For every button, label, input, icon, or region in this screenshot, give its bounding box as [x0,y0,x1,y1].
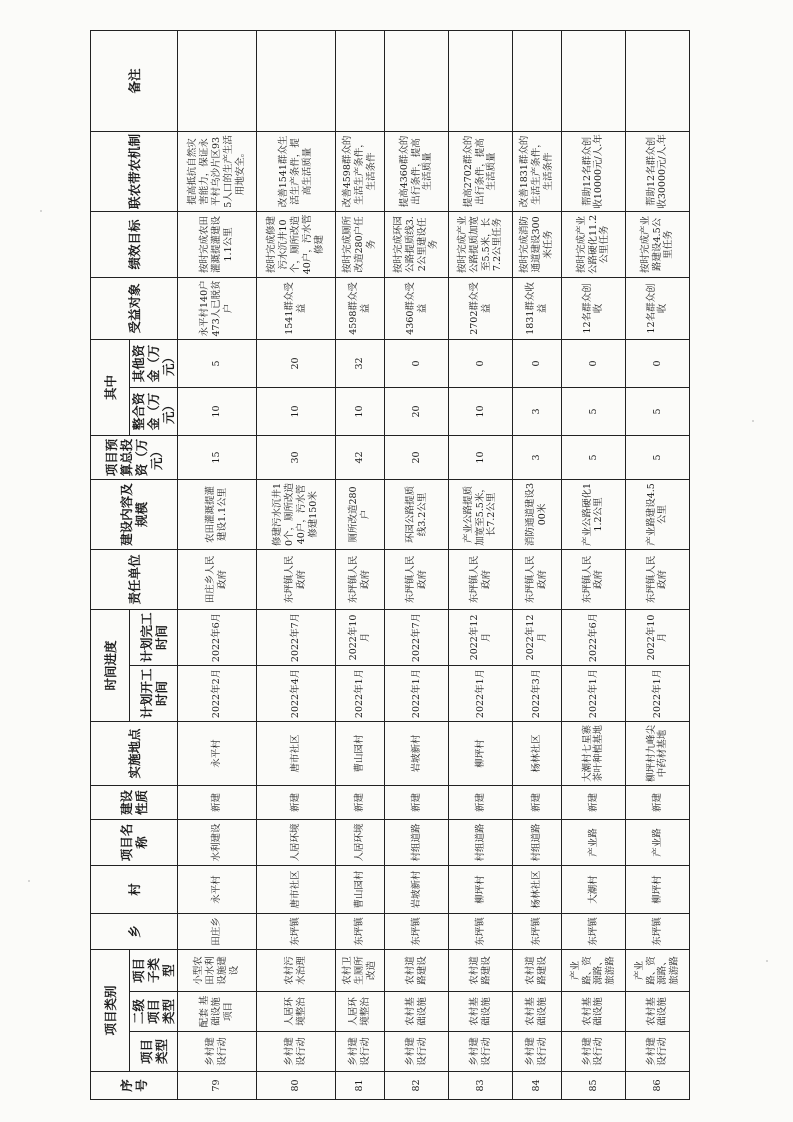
row-level2-type: 农村基础设施 [561,992,625,1032]
row-village: 永平村 [178,865,257,913]
header-location: 实施地点 [91,721,178,785]
header-other-funds: 其他资金（万元） [130,339,178,387]
row-performance: 按时完成产业公路硬化11.2公里任务 [561,211,625,277]
row-index: 84 [513,1072,562,1100]
row-responsible: 东坪镇人民政府 [336,549,385,609]
row-content: 产业公路硬化11.2公里 [561,479,625,549]
row-index: 83 [449,1072,513,1100]
table-row [257,30,336,1099]
row-index: 80 [257,1072,336,1100]
row-other-funds: 0 [449,339,513,387]
row-finish-date: 2022年10月 [336,609,385,665]
row-finish-date: 2022年6月 [178,609,257,665]
row-start-date: 2022年1月 [336,665,385,721]
row-project-type: 乡村建设行动 [178,1032,257,1072]
row-integrated-funds: 5 [561,387,625,435]
row-integrated-funds: 10 [449,387,513,435]
row-start-date: 2022年3月 [513,665,562,721]
row-other-funds: 5 [178,339,257,387]
row-start-date: 2022年1月 [385,665,449,721]
row-linkage: 改善1541群众生活生产条件，提高生活质量 [257,131,336,211]
row-finish-date: 2022年7月 [257,609,336,665]
row-responsible: 东坪镇人民政府 [449,549,513,609]
row-project-name: 村组道路 [449,819,513,865]
row-finish-date: 2022年10月 [625,609,689,665]
row-index: 79 [178,1072,257,1100]
row-subtype: 产业路、资源路、旅游路 [625,949,689,991]
row-remark [513,30,562,131]
row-other-funds: 0 [561,339,625,387]
header-beneficiary: 受益对象 [91,277,178,339]
table-row [336,30,385,1099]
row-content: 产业公路提质加宽至5.5米，长7.2公里 [449,479,513,549]
row-subtype: 农村道路建设 [513,949,562,991]
row-performance: 按时完成环园公路提质线3.2公里建设任务 [385,211,449,277]
row-township: 田庄乡 [178,913,257,949]
rotated-table-wrapper [90,35,690,1100]
row-content: 消防通道建设300米 [513,479,562,549]
row-remark [449,30,513,131]
row-project-name: 人居环境 [257,819,336,865]
row-township: 东坪镇 [625,913,689,949]
row-project-type: 乡村建设行动 [257,1032,336,1072]
row-build-nature: 新建 [257,785,336,819]
row-content: 厕所改造280户 [336,479,385,549]
row-beneficiary: 1541群众受益 [257,277,336,339]
row-integrated-funds: 3 [513,387,562,435]
row-build-nature: 新建 [449,785,513,819]
row-location: 岩坡新村 [385,721,449,785]
row-remark [178,30,257,131]
row-other-funds: 0 [385,339,449,387]
row-project-name: 产业路 [561,819,625,865]
row-township: 东坪镇 [336,913,385,949]
row-responsible: 东坪镇人民政府 [625,549,689,609]
row-remark [257,30,336,131]
row-beneficiary: 2702群众受益 [449,277,513,339]
row-content: 产业路建设4.5公里 [625,479,689,549]
header-project-name: 项目名称 [91,819,178,865]
row-finish-date: 2022年6月 [561,609,625,665]
row-level2-type: 农村基础设施 [385,992,449,1032]
row-project-name: 村组道路 [385,819,449,865]
row-beneficiary: 12名群众创收 [561,277,625,339]
row-location: 唐市社区 [257,721,336,785]
row-total-investment: 5 [561,435,625,479]
row-linkage: 帮助12名群众创收30000元/人.年 [625,131,689,211]
row-location: 柳坪村 [449,721,513,785]
row-project-name: 人居环境 [336,819,385,865]
row-project-name: 村组道路 [513,819,562,865]
row-remark [625,30,689,131]
row-township: 东坪镇 [561,913,625,949]
row-performance: 按时完成厕所改造280户任务 [336,211,385,277]
row-integrated-funds: 20 [385,387,449,435]
row-beneficiary: 4360群众受益 [385,277,449,339]
header-project-category: 项目类别 [91,949,130,1071]
row-village: 大潮村 [561,865,625,913]
row-total-investment: 3 [513,435,562,479]
row-location: 杨林社区 [513,721,562,785]
row-build-nature: 新建 [178,785,257,819]
row-project-name: 水利建设 [178,819,257,865]
row-village: 岩坡新村 [385,865,449,913]
row-integrated-funds: 10 [178,387,257,435]
row-village: 唐市社区 [257,865,336,913]
row-build-nature: 新建 [336,785,385,819]
row-start-date: 2022年4月 [257,665,336,721]
row-village: 柳坪村 [449,865,513,913]
table-row [178,30,257,1099]
header-linkage: 联农带农机制 [91,131,178,211]
row-finish-date: 2022年12月 [449,609,513,665]
row-subtype: 农村道路建设 [385,949,449,991]
row-performance: 按时完成修建污水沉井10个，厕所改造40户，污水管修建 [257,211,336,277]
row-level2-type: 农村基础设施 [513,992,562,1032]
row-location: 大潮村七星寨茶叶种植基地 [561,721,625,785]
row-location: 曹山园村 [336,721,385,785]
row-township: 东坪镇 [385,913,449,949]
row-project-type: 乡村建设行动 [385,1032,449,1072]
row-linkage: 改善1831群众的生活生产条件，生活条件 [513,131,562,211]
row-remark [336,30,385,131]
header-schedule: 时间进度 [91,609,130,721]
header-performance: 绩效目标 [91,211,178,277]
row-beneficiary: 12名群众创收 [625,277,689,339]
row-project-type: 乡村建设行动 [513,1032,562,1072]
table-body [178,30,690,1099]
header-start: 计划开工时间 [130,665,178,721]
row-responsible: 东坪镇人民政府 [561,549,625,609]
row-start-date: 2022年1月 [449,665,513,721]
row-performance: 按时完成农田灌溉提灌建设1.1公里 [178,211,257,277]
table-row [449,30,513,1099]
header-build-nature: 建设性质 [91,785,178,819]
table-row [385,30,449,1099]
row-content: 修建污水沉井10个，厕所改造40户，污水管修建150米 [257,479,336,549]
header-total-investment: 项目预算总投资（万元） [91,435,178,479]
row-level2-type: 配套 基础设施 项目 [178,992,257,1032]
row-other-funds: 32 [336,339,385,387]
header-category-type: 项目类型 [130,1032,178,1072]
row-location: 柳坪村九峰尖中药材基地 [625,721,689,785]
header-among: 其中 [91,339,130,435]
row-level2-type: 人居环境整治 [336,992,385,1032]
row-performance: 按时完成产业公路提质加宽至5.5米，长7.2公里任务 [449,211,513,277]
row-start-date: 2022年2月 [178,665,257,721]
row-responsible: 田庄乡人民政府 [178,549,257,609]
row-start-date: 2022年1月 [561,665,625,721]
table-row [513,30,562,1099]
header-subtype: 项目子类型 [130,949,178,991]
row-linkage: 提高4360群众的出行条件，提高生活质量 [385,131,449,211]
row-finish-date: 2022年12月 [513,609,562,665]
row-project-type: 乡村建设行动 [336,1032,385,1072]
row-finish-date: 2022年7月 [385,609,449,665]
row-total-investment: 20 [385,435,449,479]
row-responsible: 东坪镇人民政府 [513,549,562,609]
row-project-type: 乡村建设行动 [561,1032,625,1072]
row-other-funds: 20 [257,339,336,387]
row-subtype: 小型农田水利设施建设 [178,949,257,991]
row-beneficiary: 永平村140户473人已脱贫户 [178,277,257,339]
row-content: 环园公路提质线3.2公里 [385,479,449,549]
row-township: 东坪镇 [257,913,336,949]
header-responsible: 责任单位 [91,549,178,609]
row-responsible: 东坪镇人民政府 [257,549,336,609]
row-build-nature: 新建 [561,785,625,819]
row-build-nature: 新建 [513,785,562,819]
row-subtype: 农村污水治理 [257,949,336,991]
row-level2-type: 人居环境整治 [257,992,336,1032]
row-total-investment: 5 [625,435,689,479]
row-performance: 按时完成产业路建设4.5公里任务 [625,211,689,277]
row-linkage: 帮助12名群众创收10000元/人.年 [561,131,625,211]
row-other-funds: 0 [625,339,689,387]
row-beneficiary: 1831群众收益 [513,277,562,339]
row-project-type: 乡村建设行动 [625,1032,689,1072]
row-index: 82 [385,1072,449,1100]
row-total-investment: 42 [336,435,385,479]
row-location: 永平村 [178,721,257,785]
row-level2-type: 农村基础设施 [449,992,513,1032]
row-linkage: 提高抵抗自然灾害能力，保证永平村乌沙片区935人口的生产生活用地安全。 [178,131,257,211]
table-row [625,30,689,1099]
project-table [90,30,690,1100]
row-village: 杨林社区 [513,865,562,913]
row-index: 81 [336,1072,385,1100]
row-integrated-funds: 10 [336,387,385,435]
row-integrated-funds: 5 [625,387,689,435]
header-remarks: 备注 [91,30,178,131]
header-index: 序号 [91,1072,178,1100]
header-content-scale: 建设内容及规模 [91,479,178,549]
row-subtype: 农村道路建设 [449,949,513,991]
row-responsible: 东坪镇人民政府 [385,549,449,609]
header-integrated-funds: 整合资金（万元） [130,387,178,435]
row-beneficiary: 4598群众受益 [336,277,385,339]
row-integrated-funds: 10 [257,387,336,435]
table-row [561,30,625,1099]
row-township: 东坪镇 [513,913,562,949]
row-start-date: 2022年1月 [625,665,689,721]
header-level2-type: 二级项目类型 [130,992,178,1032]
row-build-nature: 新建 [385,785,449,819]
row-level2-type: 农村基础设施 [625,992,689,1032]
row-project-name: 产业路 [625,819,689,865]
row-index: 86 [625,1072,689,1100]
row-project-type: 乡村建设行动 [449,1032,513,1072]
row-content: 农田灌溉提灌建设1.1公里 [178,479,257,549]
row-linkage: 改善4598群众的生活生产条件，生活条件 [336,131,385,211]
row-build-nature: 新建 [625,785,689,819]
row-township: 东坪镇 [449,913,513,949]
row-village: 柳坪村 [625,865,689,913]
row-total-investment: 15 [178,435,257,479]
row-village: 曹山园村 [336,865,385,913]
row-subtype: 农村卫生厕所改造 [336,949,385,991]
row-subtype: 产业路、资源路、旅游路 [561,949,625,991]
header-village: 村 [91,865,178,913]
row-remark [385,30,449,131]
row-total-investment: 10 [449,435,513,479]
header-finish: 计划完工时间 [130,609,178,665]
row-index: 85 [561,1072,625,1100]
row-performance: 按时完成消防通道建设300米任务 [513,211,562,277]
header-township: 乡 [91,913,178,949]
row-remark [561,30,625,131]
row-total-investment: 30 [257,435,336,479]
row-other-funds: 0 [513,339,562,387]
row-linkage: 提高2702群众的出行条件，提高生活质量 [449,131,513,211]
